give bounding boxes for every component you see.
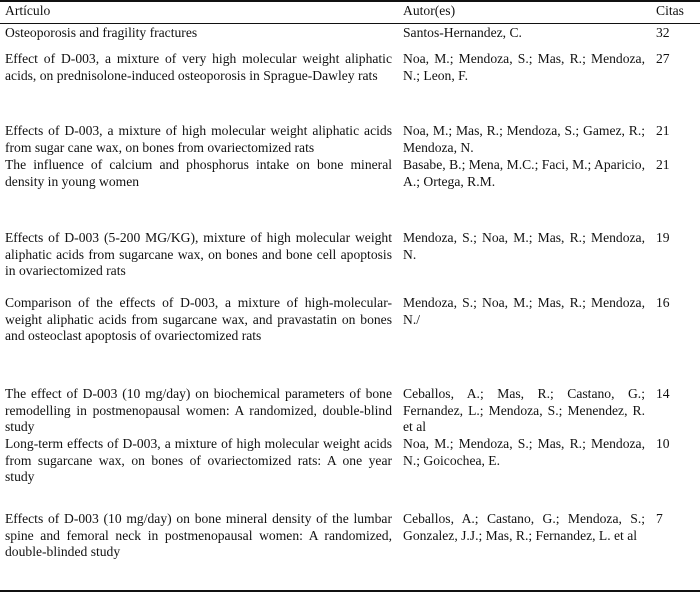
row-authors: Basabe, B.; Mena, M.C.; Faci, M.; Aparicio, A.; Ortega, R.M. — [403, 157, 645, 189]
header-articulo: Artículo — [5, 3, 51, 18]
row-article: Osteoporosis and fragility fractures — [5, 25, 198, 40]
row-article: Effects of D-003, a mixture of high molecular weight aliphatic acids from sugar cane wax, on bones from ovariectomized rats — [5, 123, 392, 155]
row-authors: Noa, M.; Mendoza, S.; Mas, R.; Mendoza, N.; Goicochea, E. — [403, 436, 645, 468]
row-authors: Ceballos, A.; Castano, G.; Mendoza, S.; Gonzalez, J.J.; Mas, R.; Fernandez, L. et al — [403, 511, 645, 543]
row-citations: 7 — [656, 511, 663, 526]
bottom-rule — [0, 590, 700, 592]
row-article: Effects of D-003 (5-200 MG/KG), mixture of high molecular weight aliphatic acids from sugarcane wax, on bones and bone cell apoptosis in ovariectomized rats — [5, 230, 392, 279]
row-authors: Noa, M.; Mendoza, S.; Mas, R.; Mendoza, N.; Leon, F. — [403, 51, 645, 83]
header-citas: Citas — [656, 3, 684, 18]
row-authors: Santos-Hernandez, C. — [403, 25, 522, 40]
row-article: Comparison of the effects of D-003, a mixture of high-molecular-weight aliphatic acids from sugarcane wax, and pravastatin on bones and osteoclast apoptosis of ovariectomized rats — [5, 295, 392, 344]
row-citations: 21 — [656, 157, 670, 172]
row-authors: Noa, M.; Mas, R.; Mendoza, S.; Gamez, R.; Mendoza, N. — [403, 123, 645, 155]
row-authors: Ceballos, A.; Mas, R.; Castano, G.; Fernandez, L.; Mendoza, S.; Menendez, R. et al — [403, 386, 645, 435]
row-citations: 10 — [656, 436, 670, 451]
top-rule — [0, 0, 700, 2]
row-article: Effects of D-003 (10 mg/day) on bone mineral density of the lumbar spine and femoral neck in postmenopausal women: A randomized, double-blinded study — [5, 511, 392, 560]
row-authors: Mendoza, S.; Noa, M.; Mas, R.; Mendoza, N. — [403, 230, 645, 262]
row-authors: Mendoza, S.; Noa, M.; Mas, R.; Mendoza, N./ — [403, 295, 645, 327]
row-citations: 21 — [656, 123, 670, 138]
header-autores: Autor(es) — [403, 3, 456, 18]
row-article: The influence of calcium and phosphorus intake on bone mineral density in young women — [5, 157, 392, 189]
row-citations: 32 — [656, 25, 670, 40]
row-citations: 27 — [656, 51, 670, 66]
row-citations: 19 — [656, 230, 670, 245]
header-rule — [0, 23, 700, 24]
row-article: Long-term effects of D-003, a mixture of high molecular weight acids from sugarcane wax, on bones of ovariectomized rats: A one year study — [5, 436, 392, 485]
row-citations: 14 — [656, 386, 670, 401]
row-article: The effect of D-003 (10 mg/day) on biochemical parameters of bone remodelling in postmenopausal women: A randomized, double-blind study — [5, 386, 392, 435]
row-article: Effect of D-003, a mixture of very high molecular weight aliphatic acids, on prednisolone-induced osteoporosis in Sprague-Dawley rats — [5, 51, 392, 83]
row-citations: 16 — [656, 295, 670, 310]
